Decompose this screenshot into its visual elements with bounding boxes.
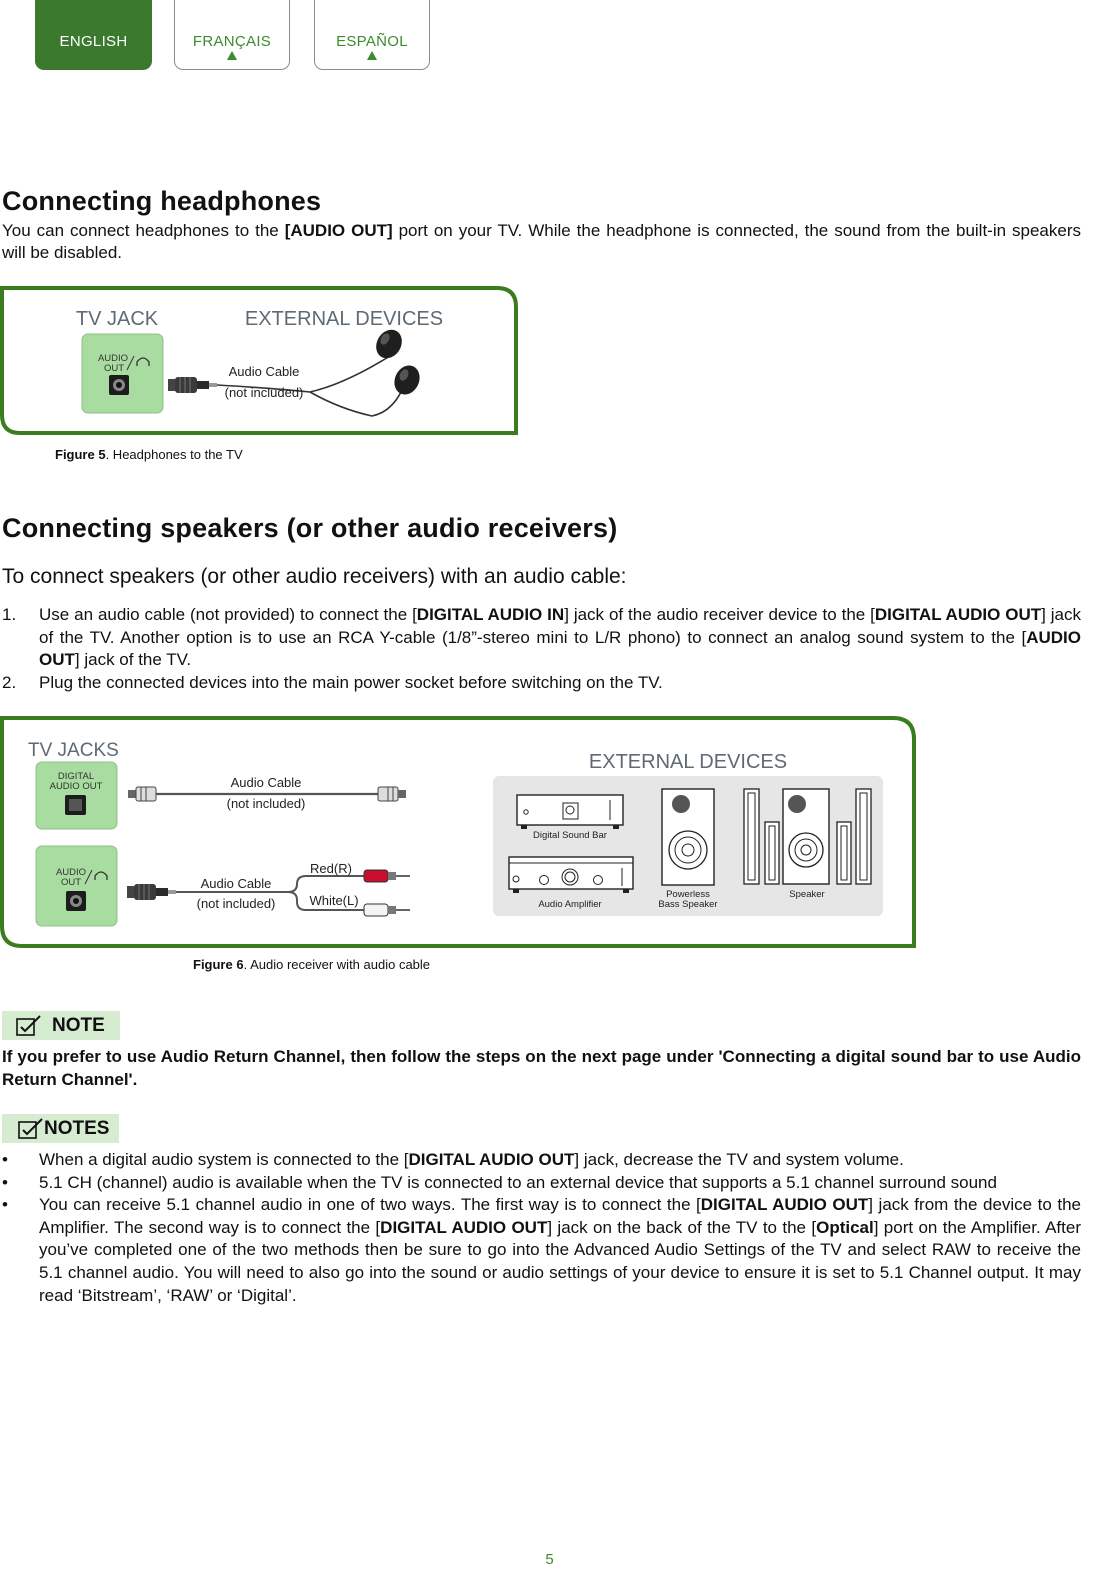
list-item	[2, 1172, 1081, 1195]
audio-out-jack	[82, 334, 163, 413]
step-text: ] jack of the audio receiver device to the [	[564, 605, 875, 624]
note-item-text: ] jack, decrease the TV and system volume.	[574, 1150, 904, 1169]
note-item-text: ] jack from the device to the Amplifier. The second way is to connect the [	[39, 1195, 1081, 1237]
tab-english[interactable]	[35, 0, 152, 70]
audio-out-jack	[36, 846, 117, 926]
note-badge-label: NOTE	[52, 1015, 105, 1036]
step-text-bold: DIGITAL AUDIO OUT	[874, 605, 1042, 624]
audio-cable-label: Audio Cable	[228, 364, 300, 379]
notes-list	[2, 1149, 1081, 1307]
step-text: Use an audio cable (not provided) to connect the [	[39, 605, 417, 624]
bullet: •	[2, 1172, 8, 1192]
step-number: 2.	[2, 672, 17, 692]
headphones-diagram	[0, 284, 520, 436]
jack-label-audio: AUDIO	[55, 867, 87, 878]
audio-cable-label: Audio Cable	[230, 775, 302, 790]
tv-jacks-label: TV JACKS	[28, 740, 119, 761]
speakers-heading: Connecting speakers (or other audio receivers)	[2, 513, 618, 543]
sound-bar-label: Digital Sound Bar	[533, 830, 607, 841]
tab-francais[interactable]	[174, 0, 290, 70]
step-text-bold: DIGITAL AUDIO IN	[416, 605, 565, 624]
note-item-text: ] jack on the back of the TV to the [	[547, 1217, 817, 1237]
sound-bar-icon	[517, 795, 623, 829]
audio-out-port-ref: [AUDIO OUT]	[284, 221, 393, 240]
note-icon	[16, 1015, 42, 1037]
bullet: •	[2, 1195, 8, 1215]
tab-english-label: ENGLISH	[59, 33, 128, 50]
audio-receiver-diagram	[0, 714, 920, 950]
red-label: Red(R)	[310, 861, 352, 876]
figure5-text: . Headphones to the TV	[105, 447, 243, 462]
bullet: •	[2, 1150, 8, 1169]
notes-badge-label: NOTES	[44, 1118, 110, 1139]
note-item-text: ] port on the Amplifier. After you’ve completed one of the two methods then be sure to go into the Advanced Audio Settings of the TV and select RAW to receive the 5.1 channel audio. You will need to also go into the sound or audio settings of your device to ensure it is set to 5.1 Channel output. It may read ‘Bitstream’, ‘RAW’ or ‘Digital’.	[39, 1217, 1081, 1305]
figure6-number: Figure 6	[193, 957, 244, 972]
white-label: White(L)	[309, 893, 359, 908]
bass-speaker-label-2: Bass Speaker	[658, 899, 718, 910]
caret-up-icon	[367, 51, 377, 60]
tv-jack-label: TV JACK	[75, 308, 159, 330]
step-text: Plug the connected devices into the main power socket before switching on the TV.	[39, 672, 663, 692]
note-item-text: When a digital audio system is connected to the [	[39, 1150, 409, 1169]
bass-speaker-label-1: Powerless	[666, 889, 710, 900]
headphones-text-before: You can connect headphones to the	[2, 221, 285, 240]
note-item-text: 5.1 CH (channel) audio is available when the TV is connected to an external device that supports a 5.1 channel surround sound	[39, 1172, 997, 1192]
not-included-label: (not included)	[196, 896, 276, 911]
jack-label-out: OUT	[103, 363, 125, 374]
note-item-text: You can receive 5.1 channel audio in one of two ways. The first way is to connect the [	[39, 1195, 701, 1215]
page-number: 5	[545, 1551, 554, 1568]
note-text: If you prefer to use Audio Return Channel, then follow the steps on the next page under 'Connecting a digital sound bar to use Audio Return Channel'.	[2, 1047, 1081, 1089]
tab-espanol[interactable]	[314, 0, 430, 70]
jack-label-audio: AUDIO	[97, 353, 129, 364]
not-included-label: (not included)	[224, 385, 304, 400]
audio-amplifier-icon	[509, 857, 633, 893]
list-item	[2, 1149, 1081, 1172]
external-devices-label: EXTERNAL DEVICES	[244, 308, 444, 330]
note-item-bold: DIGITAL AUDIO OUT	[408, 1150, 575, 1169]
jack-label-digital: DIGITAL	[57, 771, 95, 782]
not-included-label: (not included)	[226, 796, 306, 811]
figure5-caption	[55, 447, 243, 462]
caret-up-icon	[227, 51, 237, 60]
step-number: 1.	[2, 605, 17, 624]
jack-label-audio-out: AUDIO OUT	[49, 781, 103, 792]
figure6-caption	[193, 957, 430, 972]
step-text: ] jack of the TV. Another option is to use an RCA Y-cable (1/8”-stereo mini to L/R phono) to connect an analog sound system to the [	[39, 605, 1082, 647]
notes-icon	[18, 1118, 44, 1140]
note-badge	[2, 1011, 120, 1040]
step-text: ] jack of the TV.	[74, 650, 192, 670]
jack-label-out: OUT	[60, 877, 82, 888]
tab-francais-label: FRANÇAIS	[192, 33, 272, 50]
amplifier-label: Audio Amplifier	[538, 899, 602, 910]
tab-espanol-label: ESPAÑOL	[336, 33, 408, 50]
list-item	[2, 1194, 1081, 1307]
headphones-heading: Connecting headphones	[2, 186, 322, 216]
note-item-bold: DIGITAL AUDIO OUT	[700, 1195, 869, 1215]
note-item-bold: Optical	[816, 1217, 874, 1237]
digital-audio-out-jack	[36, 762, 117, 829]
audio-cable-label: Audio Cable	[200, 876, 272, 891]
list-item	[2, 604, 1081, 672]
headphones-description	[2, 220, 1081, 264]
note-item-bold: DIGITAL AUDIO OUT	[380, 1217, 548, 1237]
notes-badge	[2, 1114, 119, 1143]
step-text-bold: AUDIO OUT	[39, 627, 1081, 670]
list-item	[2, 672, 1081, 695]
headphones-text-after: port on your TV. While the headphone is connected, the sound from the built-in speakers will be disabled.	[2, 221, 1081, 262]
external-devices-label: EXTERNAL DEVICES	[588, 751, 788, 773]
figure6-text: . Audio receiver with audio cable	[243, 957, 431, 972]
bass-speaker-icon	[662, 789, 714, 885]
speaker-label: Speaker	[789, 889, 825, 900]
speakers-subheading: To connect speakers (or other audio receivers) with an audio cable:	[2, 565, 627, 588]
figure5-number: Figure 5	[55, 447, 106, 462]
steps-list	[2, 604, 1081, 694]
